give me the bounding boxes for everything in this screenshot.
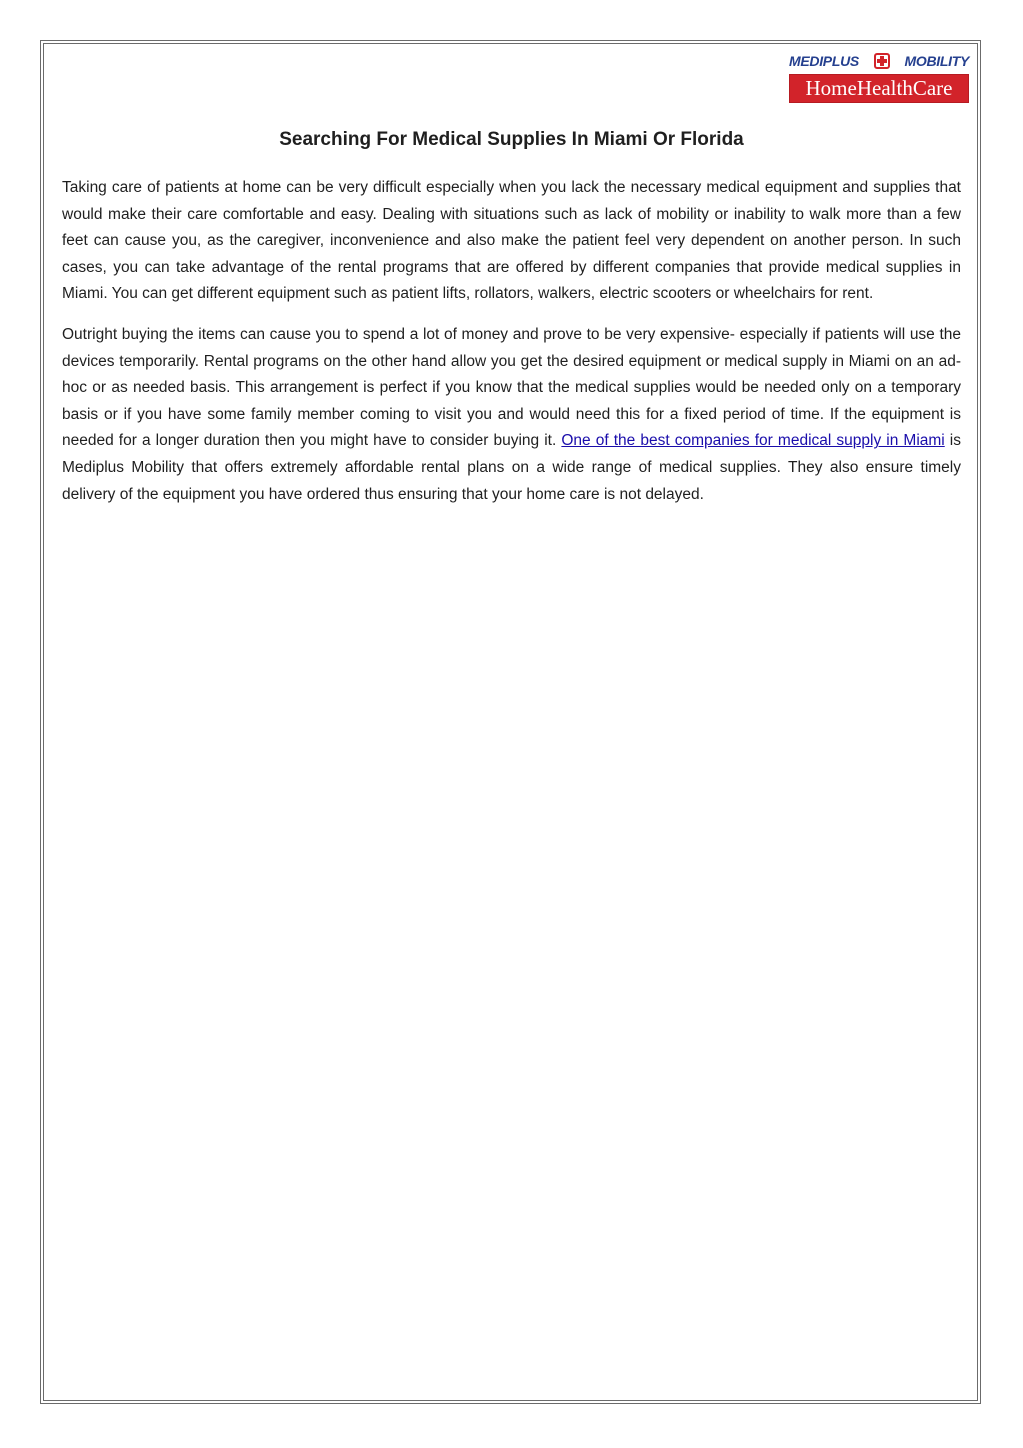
- logo-brand-left: MEDIPLUS: [789, 53, 859, 69]
- paragraph-1: Taking care of patients at home can be very difficult especially when you lack the necessary medical equipment and supplies that would make their care comfortable and easy. Dealing with situations such as lack of mobility or inability to walk more than a few feet can cause you, as the caregiver, inconvenience and also make the patient feel very dependent on another person. In such cases, you can take advantage of the rental programs that are offered by different companies that provide medical supplies in Miami. You can get different equipment such as patient lifts, rollators, walkers, electric scooters or wheelchairs for rent.: [62, 179, 961, 303]
- company-logo: [789, 50, 969, 104]
- medical-supply-miami-link[interactable]: One of the best companies for medical supply in Miami: [561, 432, 945, 450]
- logo-tagline-bold: Home: [805, 76, 857, 100]
- document-body: [62, 175, 961, 522]
- medical-cross-icon: [874, 53, 890, 69]
- logo-brand-right: MOBILITY: [904, 53, 969, 69]
- paragraph-2: [62, 322, 961, 508]
- paragraph-2-text-after-link: is Mediplus Mobility that offers extremely affordable rental plans on a wide range of medical supplies. They also ensure timely delivery of the equipment you have ordered thus ensuring that your home care is not delayed.: [62, 432, 961, 503]
- logo-tagline-rest: HealthCare: [856, 76, 953, 100]
- logo-brand-row: [789, 50, 969, 72]
- document-title: Searching For Medical Supplies In Miami Or Florida: [279, 129, 744, 150]
- logo-tagline-banner: [789, 74, 969, 103]
- paragraph-2-text-before-link: Outright buying the items can cause you to spend a lot of money and prove to be very expensive- especially if patients will use the devices temporarily. Rental programs on the other hand allow you get the desired equipment or medical supply in Miami on an ad-hoc or as needed basis. This arrangement is perfect if you know that the medical supplies would be needed only on a temporary basis or if you have some family member coming to visit you and would need this for a fixed period of time. If the equipment is needed for a longer duration then you might have to consider buying it.: [62, 325, 961, 450]
